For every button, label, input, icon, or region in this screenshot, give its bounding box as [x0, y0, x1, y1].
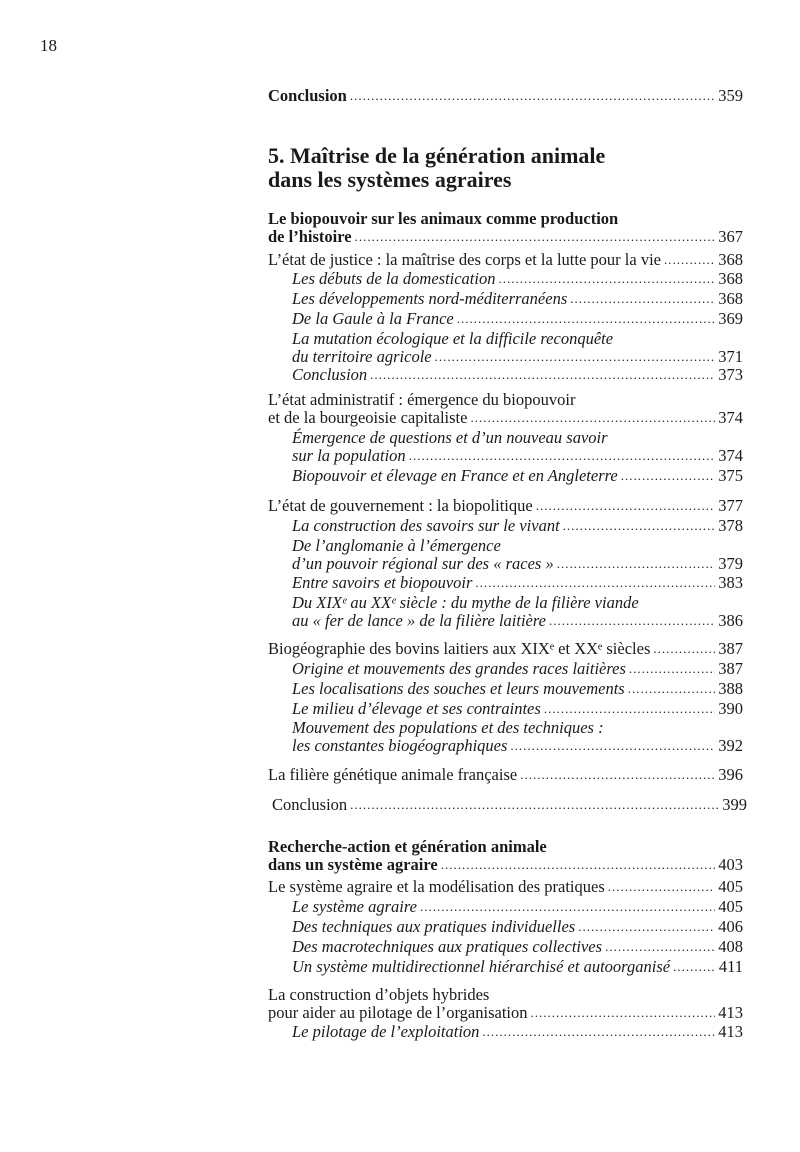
- dot-leader: [457, 310, 715, 328]
- toc-page-number: 371: [718, 347, 743, 366]
- toc-entry-title: De l’anglomanie à l’émergence: [292, 536, 501, 555]
- dot-leader: [536, 497, 716, 515]
- toc-entry[interactable]: [292, 898, 743, 916]
- toc-entry[interactable]: [292, 429, 743, 465]
- toc-entry-line: [292, 612, 743, 630]
- dot-leader: [673, 958, 716, 976]
- toc-page-number: 368: [718, 269, 743, 288]
- toc-page-number: 390: [718, 699, 743, 718]
- dot-leader: [510, 737, 715, 755]
- dot-leader: [350, 87, 715, 105]
- toc-entry[interactable]: [268, 497, 743, 515]
- toc-entry-title: Conclusion: [292, 365, 368, 384]
- toc-page-number: 378: [718, 516, 743, 535]
- toc-page-number: 408: [718, 937, 743, 956]
- toc-entry-title: du territoire agricole: [292, 347, 432, 366]
- toc-entry-title: Recherche-action et génération animale: [268, 837, 547, 856]
- toc-entry-title: L’état administratif : émergence du biopouvoir: [268, 390, 576, 409]
- toc-page-number: 368: [718, 250, 743, 269]
- toc-entry[interactable]: [292, 270, 743, 288]
- toc-entry-line: [292, 310, 743, 328]
- toc-entry-line: [292, 660, 743, 678]
- toc-entry-title: L’état de gouvernement : la biopolitique: [268, 496, 533, 515]
- toc-entry-line: [292, 517, 743, 535]
- toc-entry[interactable]: [268, 838, 743, 874]
- toc-entry-line: [268, 878, 743, 896]
- toc-page-number: 388: [718, 679, 743, 698]
- toc-page-number: 387: [718, 659, 743, 678]
- toc-entry-title: Les localisations des souches et leurs mouvements: [292, 679, 625, 698]
- dot-leader: [563, 517, 716, 535]
- toc-entry[interactable]: [292, 330, 743, 366]
- dot-leader: [557, 555, 716, 573]
- dot-leader: [475, 574, 715, 592]
- toc-entry-title: Des techniques aux pratiques individuelles: [292, 917, 576, 936]
- dot-leader: [544, 700, 715, 718]
- toc-page-number: 377: [718, 496, 743, 515]
- toc-page-number: 396: [718, 765, 743, 784]
- toc-entry-line: [292, 366, 743, 384]
- toc-page-number: 359: [718, 86, 743, 105]
- toc-entry-title: L’état de justice : la maîtrise des corps et la lutte pour la vie: [268, 250, 661, 269]
- toc-entry-line: [268, 986, 743, 1004]
- toc-page-number: 411: [718, 957, 743, 976]
- toc-entry[interactable]: [292, 700, 743, 718]
- toc-entry[interactable]: [292, 290, 743, 308]
- toc-page-number: 405: [718, 897, 743, 916]
- chapter-title-line: dans les systèmes agraires: [268, 167, 512, 192]
- dot-leader: [441, 856, 716, 874]
- dot-leader: [621, 467, 715, 485]
- dot-leader: [482, 1023, 715, 1041]
- toc-entry-title: Biogéographie des bovins laitiers aux XIXᵉ et XXᵉ siècles: [268, 639, 651, 658]
- toc-page-number: 375: [718, 466, 743, 485]
- toc-entry-title: et de la bourgeoisie capitaliste: [268, 408, 468, 427]
- toc-page-number: 405: [718, 877, 743, 896]
- chapter-title-line: 5. Maîtrise de la génération animale: [268, 143, 606, 168]
- toc-entry-line: [268, 856, 743, 874]
- toc-page-number: 383: [718, 573, 743, 592]
- toc-page-number: 387: [718, 639, 743, 658]
- toc-page-number: 379: [718, 554, 743, 573]
- toc-entry-title: La construction des savoirs sur le vivant: [292, 516, 560, 535]
- toc-entry-line: [268, 1004, 743, 1022]
- toc-entry-line: [268, 497, 743, 515]
- toc-entry[interactable]: [292, 719, 743, 755]
- toc-entry[interactable]: [292, 918, 743, 936]
- toc-entry-line: [292, 574, 743, 592]
- toc-entry[interactable]: [272, 796, 747, 814]
- toc-entry-line: [292, 330, 743, 348]
- dot-leader: [498, 270, 715, 288]
- toc-entry-line: [292, 447, 743, 465]
- toc-entry-line: [292, 594, 743, 612]
- toc-entry[interactable]: [292, 1023, 743, 1041]
- toc-entry-title: d’un pouvoir régional sur des « races »: [292, 554, 554, 573]
- toc-entry-line: [292, 429, 743, 447]
- toc-page-number: 413: [718, 1003, 743, 1022]
- toc-entry-title: sur la population: [292, 446, 406, 465]
- dot-leader: [628, 680, 716, 698]
- toc-entry-line: [292, 719, 743, 737]
- toc-entry-title: De la Gaule à la France: [292, 309, 454, 328]
- dot-leader: [629, 660, 715, 678]
- toc-entry-line: [292, 537, 743, 555]
- toc-entry[interactable]: [292, 594, 743, 630]
- toc-page-number: 413: [718, 1022, 743, 1041]
- dot-leader: [570, 290, 715, 308]
- toc-entry-line: [292, 348, 743, 366]
- toc-entry-title: Entre savoirs et biopouvoir: [292, 573, 473, 592]
- toc-entry-line: [292, 467, 743, 485]
- toc-entry[interactable]: [292, 660, 743, 678]
- toc-entry-line: [292, 555, 743, 573]
- toc-entry-title: de l’histoire: [268, 227, 352, 246]
- toc-entry-title: Un système multidirectionnel hiérarchisé et autoorganisé: [292, 957, 671, 976]
- toc-entry[interactable]: [292, 574, 743, 592]
- toc-entry-line: [292, 680, 743, 698]
- toc-entry-line: [292, 1023, 743, 1041]
- toc-entry-line: [292, 290, 743, 308]
- toc-entry-line: [292, 700, 743, 718]
- toc-entry-title: Origine et mouvements des grandes races laitières: [292, 659, 626, 678]
- toc-entry[interactable]: [268, 87, 743, 105]
- dot-leader: [350, 796, 719, 814]
- toc-entry-title: Du XIXᵉ au XXᵉ siècle : du mythe de la filière viande: [292, 593, 639, 612]
- toc-entry[interactable]: [268, 210, 743, 246]
- dot-leader: [470, 409, 715, 427]
- toc-entry-title: Émergence de questions et d’un nouveau savoir: [292, 428, 608, 447]
- dot-leader: [420, 898, 715, 916]
- toc-page-number: 373: [718, 365, 743, 384]
- toc-entry[interactable]: [268, 251, 743, 269]
- toc-page-number: 392: [718, 736, 743, 755]
- toc-entry-title: La mutation écologique et la difficile reconquête: [292, 329, 614, 348]
- dot-leader: [435, 348, 716, 366]
- toc-entry-title: La construction d’objets hybrides: [268, 985, 490, 1004]
- toc-entry-title: Conclusion: [272, 795, 348, 814]
- toc-entry-line: [268, 87, 743, 105]
- dot-leader: [370, 366, 715, 384]
- toc-entry-line: [268, 251, 743, 269]
- dot-leader: [664, 251, 715, 269]
- toc-page-number: 406: [718, 917, 743, 936]
- dot-leader: [355, 228, 716, 246]
- toc-entry-title: Des macrotechniques aux pratiques collectives: [292, 937, 603, 956]
- toc-entry-title: Mouvement des populations et des techniques :: [292, 718, 604, 737]
- toc-entry-line: [268, 228, 743, 246]
- toc-entry-title: Les développements nord-méditerranéens: [292, 289, 568, 308]
- toc-entry-line: [272, 796, 747, 814]
- dot-leader: [653, 640, 715, 658]
- toc-entry-title: Le biopouvoir sur les animaux comme production: [268, 209, 619, 228]
- toc-entry-line: [268, 391, 743, 409]
- toc-page-number: 374: [718, 408, 743, 427]
- toc-entry-line: [268, 766, 743, 784]
- toc-entry-line: [268, 210, 743, 228]
- toc-entry-line: [292, 938, 743, 956]
- toc-entry-title: dans un système agraire: [268, 855, 438, 874]
- toc-entry[interactable]: [268, 878, 743, 896]
- toc-entry[interactable]: [268, 986, 743, 1022]
- toc-entry[interactable]: [268, 766, 743, 784]
- toc-page-number: 369: [718, 309, 743, 328]
- toc-page-number: 399: [722, 795, 747, 814]
- toc-entry[interactable]: [292, 958, 743, 976]
- toc-entry[interactable]: [268, 391, 743, 427]
- chapter-title: [268, 144, 605, 192]
- toc-page-number: 386: [718, 611, 743, 630]
- toc-entry-title: Le système agraire: [292, 897, 417, 916]
- toc-entry-line: [268, 838, 743, 856]
- dot-leader: [520, 766, 715, 784]
- toc-entry-line: [292, 918, 743, 936]
- toc-entry[interactable]: [292, 366, 743, 384]
- page-number: 18: [40, 36, 57, 55]
- toc-entry-title: pour aider au pilotage de l’organisation: [268, 1003, 528, 1022]
- toc-entry-line: [292, 270, 743, 288]
- toc-page-number: 368: [718, 289, 743, 308]
- toc-entry-line: [292, 958, 743, 976]
- toc-entry-line: [268, 409, 743, 427]
- toc-entry-title: Le système agraire et la modélisation des pratiques: [268, 877, 605, 896]
- toc-entry[interactable]: [268, 640, 743, 658]
- toc-entry[interactable]: [292, 680, 743, 698]
- toc-entry-line: [292, 898, 743, 916]
- toc-entry[interactable]: [292, 467, 743, 485]
- toc-page-number: 403: [718, 855, 743, 874]
- toc-entry-title: Conclusion: [268, 86, 347, 105]
- toc-entry-title: Le pilotage de l’exploitation: [292, 1022, 480, 1041]
- toc-entry-title: les constantes biogéographiques: [292, 736, 508, 755]
- toc-entry-title: La filière génétique animale française: [268, 765, 518, 784]
- toc-entry[interactable]: [292, 310, 743, 328]
- toc-entry-title: Biopouvoir et élevage en France et en Angleterre: [292, 466, 618, 485]
- toc-entry-title: au « fer de lance » de la filière laitière: [292, 611, 547, 630]
- toc-entry[interactable]: [292, 938, 743, 956]
- toc-page-number: 367: [718, 227, 743, 246]
- dot-leader: [531, 1004, 716, 1022]
- dot-leader: [605, 938, 715, 956]
- dot-leader: [409, 447, 716, 465]
- toc-entry-title: Le milieu d’élevage et ses contraintes: [292, 699, 541, 718]
- dot-leader: [549, 612, 715, 630]
- toc-entry-line: [292, 737, 743, 755]
- toc-entry[interactable]: [292, 517, 743, 535]
- dot-leader: [578, 918, 715, 936]
- toc-page-number: 374: [718, 446, 743, 465]
- toc-entry-line: [268, 640, 743, 658]
- dot-leader: [608, 878, 715, 896]
- toc-entry-title: Les débuts de la domestication: [292, 269, 496, 288]
- toc-entry[interactable]: [292, 537, 743, 573]
